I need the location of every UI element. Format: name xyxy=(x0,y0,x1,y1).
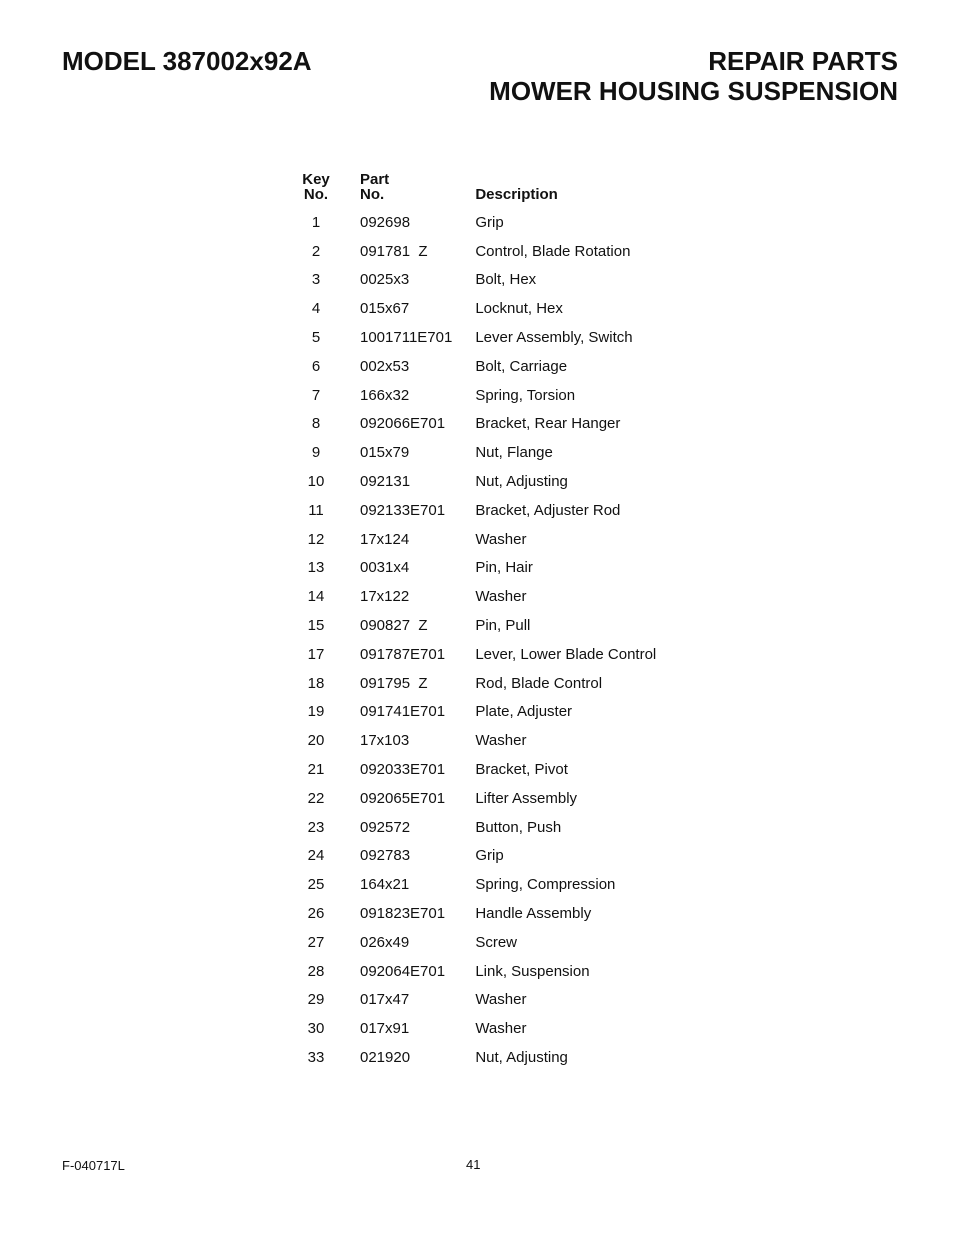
description-cell: Washer xyxy=(475,530,527,548)
table-row xyxy=(296,467,656,496)
description-cell: Lifter Assembly xyxy=(475,789,578,807)
part-no-cell: 091781 Z xyxy=(360,242,428,260)
description-cell: Link, Suspension xyxy=(475,962,590,980)
table-row xyxy=(296,899,656,928)
key-no-cell: 6 xyxy=(311,357,321,375)
part-no-cell: 091823E701 xyxy=(360,905,446,923)
description-cell: Lever, Lower Blade Control xyxy=(475,645,657,663)
key-no-cell: 29 xyxy=(307,991,325,1009)
key-no-cell: 1 xyxy=(311,213,321,231)
description-cell: Washer xyxy=(475,588,527,606)
table-row xyxy=(296,525,656,554)
part-no-cell: 0031x4 xyxy=(360,559,410,577)
key-no-cell: 11 xyxy=(308,501,324,519)
column-header-part-line1: Part xyxy=(360,171,390,188)
part-no-cell: 017x47 xyxy=(360,991,410,1009)
key-no-cell: 21 xyxy=(307,761,325,779)
table-row xyxy=(296,381,656,410)
table-row xyxy=(296,640,656,669)
table-row xyxy=(296,1043,656,1072)
key-no-cell: 26 xyxy=(307,905,325,923)
table-row xyxy=(296,928,656,957)
part-no-cell: 092064E701 xyxy=(360,962,446,980)
key-no-cell: 28 xyxy=(307,962,325,980)
table-row xyxy=(296,237,656,266)
table-row xyxy=(296,323,656,352)
column-header-part-no xyxy=(336,172,452,208)
key-no-cell: 9 xyxy=(311,444,321,462)
table-row xyxy=(296,496,656,525)
part-no-cell: 015x67 xyxy=(360,300,410,318)
description-cell: Plate, Adjuster xyxy=(475,703,573,721)
parts-table xyxy=(296,172,656,1072)
part-no-cell: 002x53 xyxy=(360,357,410,375)
description-cell: Bolt, Carriage xyxy=(475,357,568,375)
table-row xyxy=(296,438,656,467)
key-no-cell: 15 xyxy=(307,617,325,635)
part-no-cell: 092698 xyxy=(360,213,411,231)
part-no-cell: 092033E701 xyxy=(360,761,446,779)
part-no-cell: 091795 Z xyxy=(360,674,428,692)
key-no-cell: 14 xyxy=(307,588,325,606)
part-no-cell: 092783 xyxy=(360,847,411,865)
key-no-cell: 23 xyxy=(307,818,325,836)
description-cell: Grip xyxy=(475,847,504,865)
section-title-line1: REPAIR PARTS xyxy=(708,46,898,76)
key-no-cell: 8 xyxy=(311,415,321,433)
key-no-cell: 12 xyxy=(307,530,325,548)
column-header-part-line2: No. xyxy=(360,186,385,203)
part-no-cell: 092133E701 xyxy=(360,501,446,519)
section-title xyxy=(489,46,898,106)
key-no-cell: 3 xyxy=(311,271,321,289)
table-row xyxy=(296,669,656,698)
table-row xyxy=(296,410,656,439)
description-cell: Washer xyxy=(475,732,527,750)
table-row xyxy=(296,986,656,1015)
key-no-cell: 7 xyxy=(311,386,321,404)
key-no-cell: 13 xyxy=(307,559,325,577)
key-no-cell: 20 xyxy=(307,732,325,750)
description-cell: Rod, Blade Control xyxy=(475,674,603,692)
description-cell: Spring, Compression xyxy=(475,876,616,894)
description-cell: Lever Assembly, Switch xyxy=(475,329,633,347)
table-row xyxy=(296,698,656,727)
table-row xyxy=(296,582,656,611)
table-row xyxy=(296,554,656,583)
table-row xyxy=(296,870,656,899)
column-header-key-line1: Key xyxy=(302,171,330,188)
table-row xyxy=(296,755,656,784)
description-cell: Bolt, Hex xyxy=(475,271,537,289)
key-no-cell: 2 xyxy=(311,242,321,260)
key-no-cell: 4 xyxy=(311,300,321,318)
description-cell: Bracket, Adjuster Rod xyxy=(475,501,621,519)
key-no-cell: 19 xyxy=(307,703,325,721)
key-no-cell: 10 xyxy=(307,473,325,491)
description-cell: Button, Push xyxy=(475,818,562,836)
model-title: MODEL 387002x92A xyxy=(62,46,312,76)
table-row xyxy=(296,208,656,237)
part-no-cell: 015x79 xyxy=(360,444,410,462)
table-row xyxy=(296,842,656,871)
table-row xyxy=(296,726,656,755)
column-header-description: Description xyxy=(475,186,558,203)
table-row xyxy=(296,784,656,813)
description-cell: Pin, Hair xyxy=(475,559,533,577)
table-row xyxy=(296,352,656,381)
key-no-cell: 17 xyxy=(307,645,325,663)
part-no-cell: 166x32 xyxy=(360,386,410,404)
description-cell: Washer xyxy=(475,991,527,1009)
section-title-line2: MOWER HOUSING SUSPENSION xyxy=(489,76,898,106)
footer-document-code: F-040717L xyxy=(62,1158,125,1173)
part-no-cell: 092131 xyxy=(360,473,411,491)
part-no-cell: 1001711E701 xyxy=(360,329,453,347)
description-cell: Spring, Torsion xyxy=(475,386,576,404)
part-no-cell: 017x91 xyxy=(360,1020,410,1038)
key-no-cell: 22 xyxy=(307,789,325,807)
part-no-cell: 091787E701 xyxy=(360,645,446,663)
table-row xyxy=(296,266,656,295)
key-no-cell: 30 xyxy=(307,1020,325,1038)
table-row xyxy=(296,1014,656,1043)
description-cell: Bracket, Rear Hanger xyxy=(475,415,621,433)
parts-table-body xyxy=(296,208,656,1072)
part-no-cell: 021920 xyxy=(360,1049,411,1066)
key-no-cell: 24 xyxy=(307,847,325,865)
part-no-cell: 026x49 xyxy=(360,933,410,951)
table-row xyxy=(296,957,656,986)
parts-table-header-row xyxy=(296,172,656,208)
part-no-cell: 17x124 xyxy=(360,530,410,548)
description-cell: Nut, Adjusting xyxy=(475,473,568,491)
part-no-cell: 164x21 xyxy=(360,876,410,894)
description-cell: Nut, Adjusting xyxy=(475,1049,568,1066)
key-no-cell: 25 xyxy=(307,876,325,894)
description-cell: Grip xyxy=(475,213,504,231)
part-no-cell: 17x103 xyxy=(360,732,410,750)
part-no-cell: 17x122 xyxy=(360,588,410,606)
description-cell: Screw xyxy=(475,933,518,951)
part-no-cell: 092066E701 xyxy=(360,415,446,433)
table-row xyxy=(296,611,656,640)
part-no-cell: 092572 xyxy=(360,818,411,836)
key-no-cell: 18 xyxy=(307,674,325,692)
column-header-key-line2: No. xyxy=(303,186,329,203)
description-cell: Control, Blade Rotation xyxy=(475,242,631,260)
part-no-cell: 090827 Z xyxy=(360,617,428,635)
description-cell: Nut, Flange xyxy=(475,444,553,462)
description-cell: Handle Assembly xyxy=(475,905,592,923)
column-header-key-no xyxy=(296,172,336,208)
description-cell: Locknut, Hex xyxy=(475,300,563,318)
table-row xyxy=(296,294,656,323)
part-no-cell: 091741E701 xyxy=(360,703,446,721)
key-no-cell: 27 xyxy=(307,933,325,951)
description-cell: Pin, Pull xyxy=(475,617,531,635)
key-no-cell: 5 xyxy=(311,329,321,347)
part-no-cell: 0025x3 xyxy=(360,271,410,289)
key-no-cell: 33 xyxy=(307,1049,325,1066)
part-no-cell: 092065E701 xyxy=(360,789,446,807)
page-number: 41 xyxy=(466,1157,481,1172)
table-row xyxy=(296,813,656,842)
description-cell: Bracket, Pivot xyxy=(475,761,568,779)
description-cell: Washer xyxy=(475,1020,527,1038)
